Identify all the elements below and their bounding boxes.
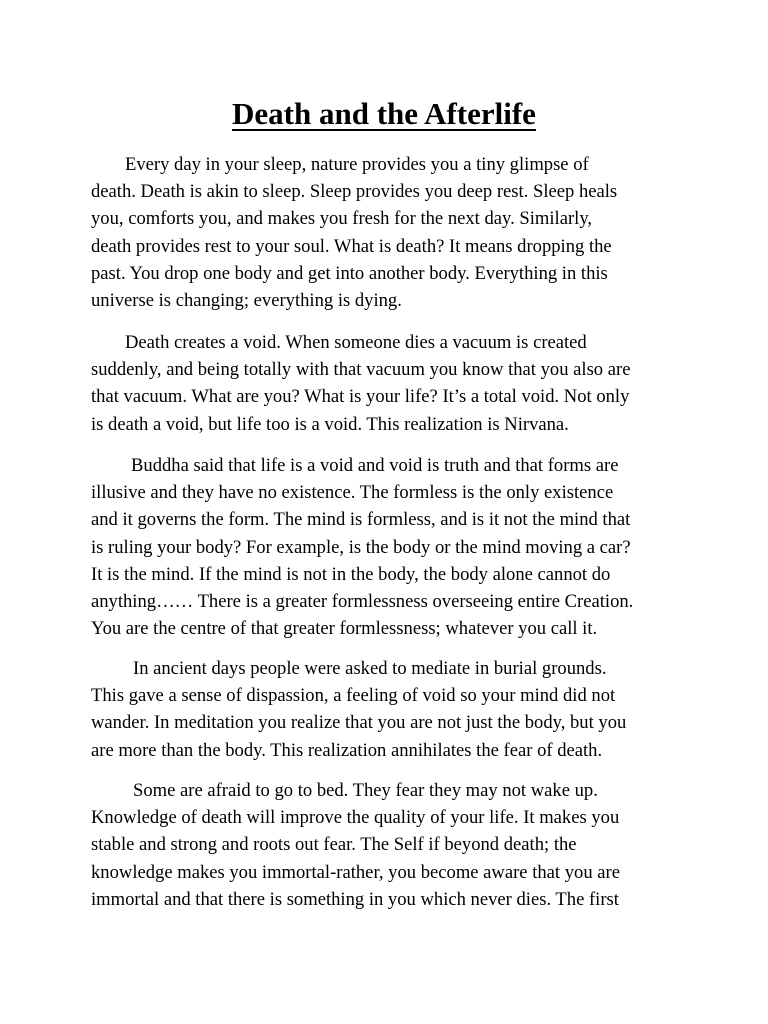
text-line: wander. In meditation you realize that you are not just the body, but you	[91, 712, 627, 734]
text-line: that vacuum. What are you? What is your life? It’s a total void. Not only	[91, 386, 630, 408]
text-line: stable and strong and roots out fear. The Self if beyond death; the	[91, 834, 577, 856]
text-line: immortal and that there is something in you which never dies. The first	[91, 888, 619, 910]
text-line: In ancient days people were asked to mediate in burial grounds.	[133, 658, 607, 679]
text-line: and it governs the form. The mind is formless, and is it not the mind that	[91, 509, 631, 531]
text-line: death provides rest to your soul. What is death? It means dropping the	[91, 235, 612, 257]
paragraph-5	[91, 777, 691, 913]
text-line: knowledge makes you immortal-rather, you become aware that you are	[91, 861, 620, 883]
text-line: is ruling your body? For example, is the body or the mind moving a car?	[91, 536, 631, 558]
paragraph-2	[91, 329, 691, 438]
text-line: universe is changing; everything is dying.	[91, 290, 402, 312]
paragraph-1	[91, 151, 691, 314]
document-title-text: Death and the Afterlife	[232, 96, 536, 131]
text-line: This gave a sense of dispassion, a feeling of void so your mind did not	[91, 685, 616, 707]
text-line: suddenly, and being totally with that vacuum you know that you also are	[91, 359, 631, 381]
text-line: You are the centre of that greater formlessness; whatever you call it.	[91, 618, 598, 640]
text-line: Death creates a void. When someone dies a vacuum is created	[125, 332, 587, 353]
text-line: illusive and they have no existence. The formless is the only existence	[91, 482, 614, 504]
text-line: It is the mind. If the mind is not in the body, the body alone cannot do	[91, 563, 611, 585]
text-line: you, comforts you, and makes you fresh for the next day. Similarly,	[91, 208, 593, 230]
paragraph-3	[91, 452, 691, 642]
text-line: is death a void, but life too is a void. This realization is Nirvana.	[91, 413, 569, 435]
text-line: past. You drop one body and get into another body. Everything in this	[91, 262, 608, 284]
text-line: Every day in your sleep, nature provides you a tiny glimpse of	[125, 154, 589, 175]
text-line: Knowledge of death will improve the quality of your life. It makes you	[91, 807, 620, 829]
document-title	[0, 94, 768, 134]
text-line: are more than the body. This realization annihilates the fear of death.	[91, 739, 603, 761]
text-line: anything…… There is a greater formlessness overseeing entire Creation.	[91, 591, 634, 613]
text-line: Buddha said that life is a void and void is truth and that forms are	[131, 455, 619, 476]
paragraph-4	[91, 655, 691, 764]
text-line: Some are afraid to go to bed. They fear they may not wake up.	[133, 780, 598, 801]
text-line: death. Death is akin to sleep. Sleep provides you deep rest. Sleep heals	[91, 181, 618, 203]
